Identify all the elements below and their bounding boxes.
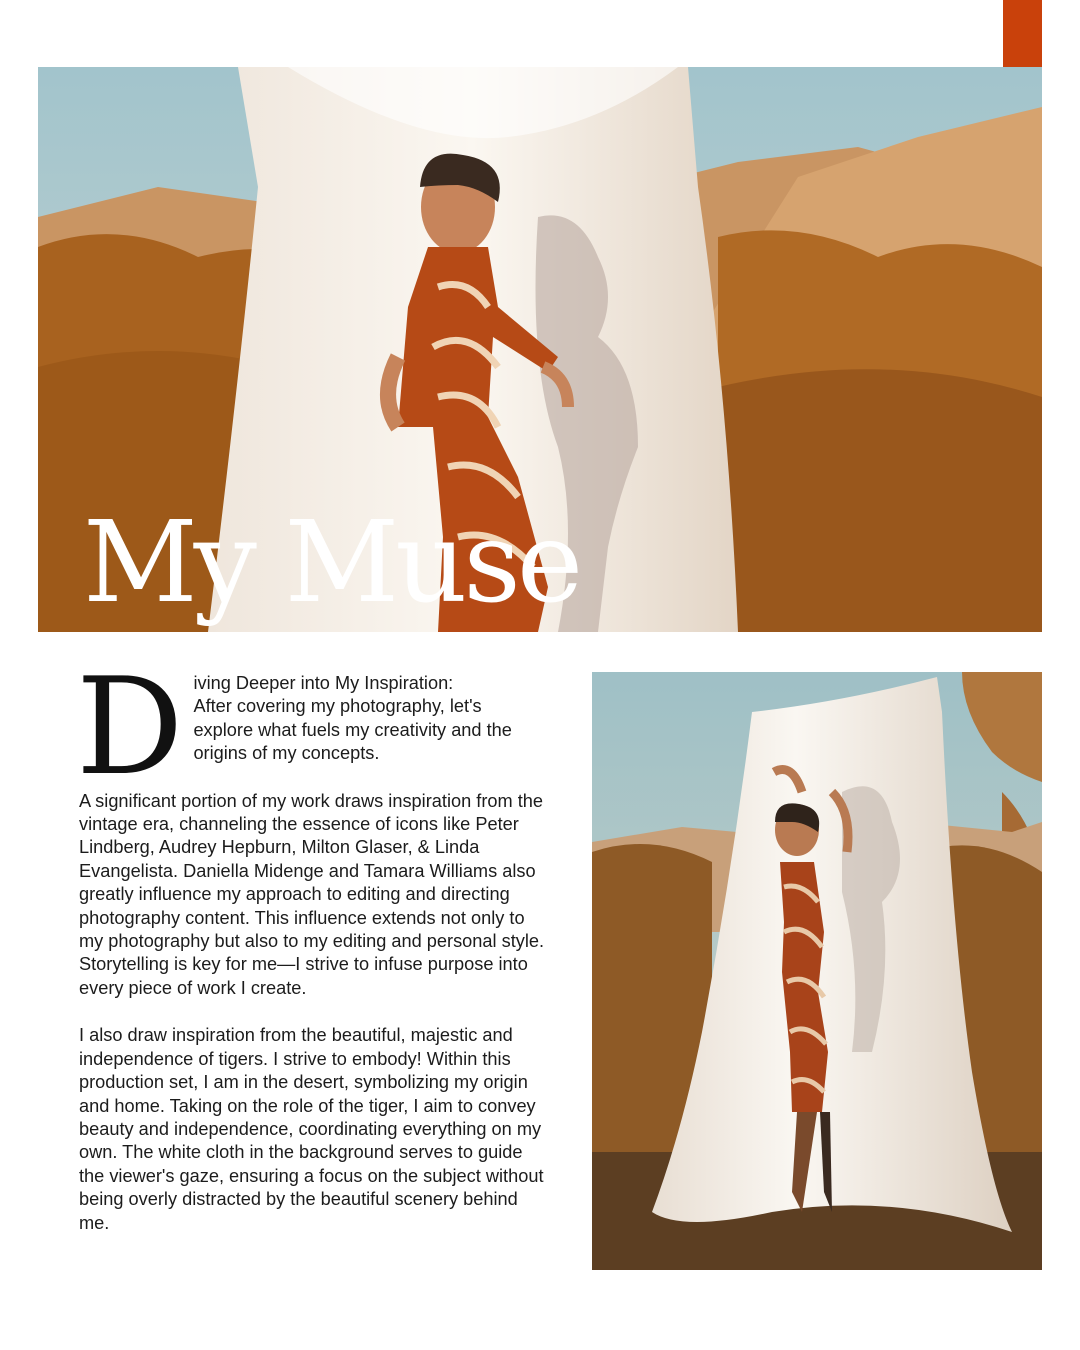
article-body [76,649,551,1259]
drop-cap: D [76,649,184,805]
paragraph-tigers: I also draw inspiration from the beautiful, majestic and independence of tigers. I strive to embody! Within this production set, I am in the desert, symbolizing my origin and home. Taking on the role of the tiger, I aim to convey beauty and independence, coordinating everything on my own. The white cloth in the background serves to guide the viewer's gaze, ensuring a focus on the subject without being overly distracted by the beautiful scenery behind me. [79,1025,544,1233]
paragraph-inspiration: A significant portion of my work draws inspiration from the vintage era, channeling the essence of icons like Peter Lindberg, Audrey Hepburn, Milton Glaser, & Linda Evangelista. Daniella Midenge and Tamara Williams also greatly influence my approach to editing and directing photography content. This influence extends not only to my photography but also to my editing and personal style. Storytelling is key for me—I strive to infuse purpose into every piece of work I create. [79,790,545,998]
intro-line: After covering my photography, let's [193,696,482,717]
intro-line: iving Deeper into My Inspiration: [193,673,454,693]
hero-photo [38,67,1042,632]
side-photo-illustration [592,672,1042,1270]
intro-line: origins of my concepts. [193,743,380,764]
intro-line: explore what fuels my creativity and the [193,719,512,740]
page-title: My Muse [83,498,580,628]
side-photo [592,672,1042,1270]
